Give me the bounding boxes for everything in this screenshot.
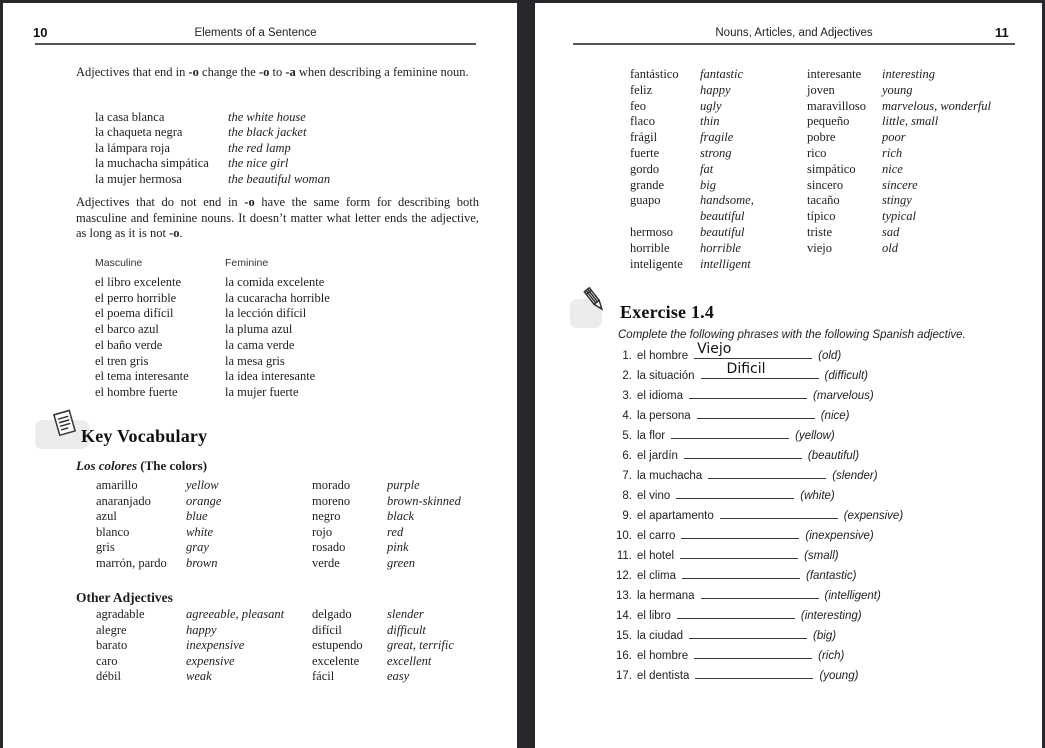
item-hint: (big) <box>813 630 837 642</box>
item-phrase: el hotel <box>637 550 675 562</box>
item-number: 6. <box>622 450 632 462</box>
exercise-item <box>610 407 1030 427</box>
masculine-cell: el poema difícil <box>95 306 174 321</box>
item-hint: (yellow) <box>795 430 835 442</box>
exercise-item <box>610 567 1030 587</box>
item-hint: (difficult) <box>824 370 868 382</box>
colors-heading <box>76 458 207 474</box>
feminine-cell: la lección difícil <box>225 306 307 321</box>
example-english: the red lamp <box>228 140 291 155</box>
item-phrase: el jardín <box>637 450 678 462</box>
paragraph-segment: -a <box>285 65 296 79</box>
vocab-english: red <box>387 524 404 539</box>
vocab-english: easy <box>387 669 410 683</box>
vocab-spanish: rojo <box>312 524 333 539</box>
vocab-spanish: anaranjado <box>96 493 151 508</box>
vocab-spanish: sincero <box>807 177 844 192</box>
vocab-spanish: joven <box>807 82 835 97</box>
exercise-item <box>610 527 1030 547</box>
vocab-spanish: simpático <box>807 161 856 176</box>
answer-blank[interactable] <box>689 387 807 399</box>
page-number-right: 11 <box>995 25 1009 40</box>
item-hint: (beautiful) <box>807 450 860 462</box>
exercise-item <box>610 341 1030 367</box>
vocab-spanish: fantástico <box>630 67 679 81</box>
answer-blank[interactable] <box>701 587 819 599</box>
vocab-english: sincere <box>882 177 918 192</box>
second-paragraph <box>76 195 479 242</box>
vocab-spanish: inteligente <box>630 256 683 271</box>
vocab-spanish: agradable <box>96 607 145 621</box>
vocab-english: agreeable, pleasant <box>186 607 285 621</box>
exercise-item <box>610 647 1030 667</box>
item-number: 1. <box>622 350 632 362</box>
vocab-spanish: típico <box>807 209 836 224</box>
item-hint: (nice) <box>820 410 850 422</box>
vocab-english: little, small <box>882 114 939 129</box>
feminine-cell: la idea interesante <box>225 369 316 384</box>
item-number: 8. <box>622 490 632 502</box>
vocab-english: sad <box>882 224 900 239</box>
item-phrase: la ciudad <box>637 630 684 642</box>
vocab-spanish: blanco <box>96 524 130 539</box>
vocab-english <box>882 257 991 273</box>
vocab-english: horrible <box>700 240 741 255</box>
exercise-item-list <box>610 341 1030 687</box>
other-adjectives-heading: Other Adjectives <box>76 590 173 605</box>
item-hint: (young) <box>819 670 859 682</box>
example-spanish: la casa blanca <box>95 110 165 124</box>
exercise-item <box>610 387 1030 407</box>
item-phrase: el clima <box>637 570 676 582</box>
right-page <box>535 3 1042 748</box>
feminine-cell: la mujer fuerte <box>225 384 299 399</box>
vocab-english: ugly <box>700 98 722 113</box>
vocab-english: beautiful <box>700 209 745 224</box>
feminine-cell: la pluma azul <box>225 322 293 337</box>
vocab-english: fantastic <box>700 67 744 81</box>
vocab-spanish: flaco <box>630 114 655 129</box>
answer-blank[interactable] <box>694 647 812 659</box>
paragraph-segment: . <box>179 226 183 240</box>
example-spanish: la chaqueta negra <box>95 125 183 140</box>
colors-heading-spanish: Los colores <box>76 458 138 473</box>
vocab-english: white <box>186 524 214 539</box>
masculine-header: Masculine <box>95 257 143 269</box>
vocab-spanish: interesante <box>807 67 862 81</box>
vocab-spanish: estupendo <box>312 638 363 652</box>
vocab-spanish: grande <box>630 177 665 192</box>
item-hint: (rich) <box>818 650 845 662</box>
vocab-english: yellow <box>186 478 219 492</box>
paragraph-segment: have the same form for describing both masculine and feminine nouns. It doesn’t matter what letter ends the adjective, as long as it is not <box>76 195 479 240</box>
vocab-english: expensive <box>186 653 235 668</box>
vocab-spanish: caro <box>96 653 118 668</box>
vocab-english: handsome, <box>700 193 754 208</box>
exercise-item <box>610 427 1030 447</box>
paragraph-segment: -o <box>244 195 255 209</box>
vocab-english: weak <box>186 669 212 683</box>
vocab-spanish: rosado <box>312 540 346 554</box>
item-hint: (inexpensive) <box>805 530 874 542</box>
answer-input[interactable]: Dificil <box>726 361 766 377</box>
vocab-spanish: negro <box>312 509 341 523</box>
item-phrase: el apartamento <box>637 510 714 522</box>
vocab-spanish: marrón, pardo <box>96 555 167 570</box>
example-english: the beautiful woman <box>228 171 331 186</box>
item-number: 10. <box>616 530 632 542</box>
vocab-spanish: morado <box>312 478 351 492</box>
vocab-spanish: triste <box>807 224 832 239</box>
answer-blank[interactable] <box>682 567 800 579</box>
masculine-cell: el hombre fuerte <box>95 384 178 399</box>
paragraph-segment: when describing a feminine noun. <box>295 65 469 79</box>
other-adjectives-table <box>96 607 454 685</box>
item-number: 3. <box>622 390 632 402</box>
vocab-spanish: moreno <box>312 493 351 508</box>
exercise-title: Exercise 1.4 <box>620 302 715 322</box>
vocab-english: intelligent <box>700 256 751 271</box>
header-rule-right <box>573 43 1015 45</box>
feminine-cell: la cucaracha horrible <box>225 290 330 305</box>
exercise-item <box>610 487 1030 507</box>
vocab-spanish: tacaño <box>807 193 840 208</box>
vocab-english: gray <box>186 540 209 554</box>
item-phrase: el dentista <box>637 670 690 682</box>
vocab-english: strong <box>700 145 732 160</box>
answer-blank[interactable] <box>701 361 819 379</box>
item-phrase: la flor <box>637 430 666 442</box>
item-phrase: el hombre <box>637 650 689 662</box>
feminine-examples-list <box>95 110 330 187</box>
item-phrase: la situación <box>637 370 695 382</box>
item-hint: (white) <box>800 490 835 502</box>
exercise-item <box>610 587 1030 607</box>
item-number: 9. <box>622 510 632 522</box>
vocab-spanish: viejo <box>807 240 832 255</box>
vocab-spanish: alegre <box>96 622 127 637</box>
vocab-spanish: fácil <box>312 669 335 683</box>
vocab-spanish: fuerte <box>630 145 660 160</box>
item-number: 4. <box>622 410 632 422</box>
masculine-cell: el baño verde <box>95 337 163 352</box>
exercise-item <box>610 507 1030 527</box>
vocab-english: blue <box>186 509 208 523</box>
vocab-english: orange <box>186 493 222 508</box>
item-number: 17. <box>616 670 632 682</box>
item-phrase: el libro <box>637 610 671 622</box>
answer-blank[interactable] <box>708 467 826 479</box>
vocab-english: brown <box>186 555 218 570</box>
vocab-spanish: excelente <box>312 653 360 668</box>
example-english: the nice girl <box>228 156 289 171</box>
vocab-spanish: amarillo <box>96 478 138 492</box>
answer-blank[interactable] <box>677 607 795 619</box>
notepad-icon <box>47 406 81 440</box>
vocab-english: black <box>387 509 415 523</box>
gender-table-headers <box>95 257 268 269</box>
example-spanish: la lámpara roja <box>95 140 170 155</box>
vocab-spanish: débil <box>96 669 121 683</box>
vocab-spanish: hermoso <box>630 224 674 239</box>
vocab-spanish: feliz <box>630 82 653 97</box>
item-hint: (interesting) <box>800 610 862 622</box>
item-phrase: la hermana <box>637 590 695 602</box>
intro-paragraph <box>76 65 479 81</box>
item-phrase: el hombre <box>637 350 689 362</box>
item-hint: (fantastic) <box>805 570 857 582</box>
vocab-spanish: pequeño <box>807 114 850 129</box>
vocab-english: thin <box>700 114 720 129</box>
answer-input[interactable]: Viejo <box>697 341 732 357</box>
vocab-english: young <box>882 82 913 97</box>
vocab-spanish: rico <box>807 145 827 160</box>
item-number: 2. <box>622 370 632 382</box>
example-english: the black jacket <box>228 125 307 140</box>
key-vocabulary-title: Key Vocabulary <box>81 426 208 446</box>
vocab-spanish <box>630 209 700 225</box>
vocab-spanish: gordo <box>630 161 660 176</box>
vocab-english: interesting <box>882 67 936 81</box>
example-spanish: la muchacha simpática <box>95 156 209 171</box>
exercise-item <box>610 467 1030 487</box>
vocab-english: nice <box>882 161 903 176</box>
vocab-english: inexpensive <box>186 638 245 652</box>
vocab-english: marvelous, wonderful <box>882 98 992 113</box>
vocab-english: old <box>882 240 898 255</box>
exercise-item <box>610 361 1030 387</box>
answer-blank[interactable] <box>695 667 813 679</box>
vocab-english: difficult <box>387 622 426 637</box>
vocab-english: typical <box>882 209 917 224</box>
adjective-vocab-table <box>630 67 991 272</box>
vocab-english: pink <box>387 540 409 554</box>
vocab-spanish: frágil <box>630 130 658 145</box>
item-number: 12. <box>616 570 632 582</box>
answer-blank[interactable] <box>720 507 838 519</box>
running-head-right: Nouns, Articles, and Adjectives <box>715 27 873 39</box>
item-phrase: la persona <box>637 410 691 422</box>
paragraph-segment: Adjectives that end in <box>76 65 189 79</box>
masculine-cell: el perro horrible <box>95 290 177 305</box>
colors-heading-english: (The colors) <box>137 458 208 473</box>
vocab-english: slender <box>387 607 424 621</box>
masculine-cell: el libro excelente <box>95 275 182 289</box>
vocab-spanish: difícil <box>312 622 342 637</box>
paragraph-segment: -o <box>169 226 180 240</box>
item-hint: (small) <box>804 550 839 562</box>
running-head-left: Elements of a Sentence <box>194 27 317 39</box>
paragraph-segment: -o <box>188 65 199 79</box>
vocab-english: happy <box>700 82 731 97</box>
paragraph-segment: change the <box>198 65 259 79</box>
answer-blank[interactable] <box>671 427 789 439</box>
answer-blank[interactable] <box>689 627 807 639</box>
left-page <box>3 3 517 748</box>
vocab-spanish: feo <box>630 98 646 113</box>
gender-table <box>95 275 330 401</box>
exercise-instruction: Complete the following phrases with the following Spanish adjective. <box>618 329 966 341</box>
answer-blank[interactable] <box>684 447 802 459</box>
item-number: 14. <box>616 610 632 622</box>
exercise-item <box>610 447 1030 467</box>
vocab-spanish: gris <box>96 540 115 554</box>
item-phrase: el idioma <box>637 390 684 402</box>
item-phrase: la muchacha <box>637 470 703 482</box>
vocab-english: excellent <box>387 653 432 668</box>
vocab-english: rich <box>882 145 903 160</box>
answer-blank[interactable] <box>676 487 794 499</box>
answer-blank[interactable] <box>694 341 812 359</box>
vocab-english: great, terrific <box>387 638 454 652</box>
vocab-spanish: maravilloso <box>807 98 867 113</box>
exercise-item <box>610 547 1030 567</box>
item-number: 7. <box>622 470 632 482</box>
vocab-english: big <box>700 177 716 192</box>
vocab-spanish: horrible <box>630 240 670 255</box>
item-hint: (marvelous) <box>813 390 874 402</box>
item-hint: (old) <box>818 350 842 362</box>
example-english: the white house <box>228 110 306 124</box>
vocab-english: happy <box>186 622 217 637</box>
vocab-spanish: delgado <box>312 607 352 621</box>
colors-vocab-table <box>96 478 461 571</box>
item-hint: (slender) <box>832 470 878 482</box>
feminine-cell: la cama verde <box>225 337 295 352</box>
item-number: 13. <box>616 590 632 602</box>
vocab-english: fat <box>700 161 714 176</box>
item-number: 16. <box>616 650 632 662</box>
paragraph-segment: -o <box>258 65 270 79</box>
feminine-cell: la mesa gris <box>225 353 285 368</box>
vocab-english: stingy <box>882 193 912 208</box>
item-number: 15. <box>616 630 632 642</box>
item-number: 5. <box>622 430 632 442</box>
item-phrase: el carro <box>637 530 676 542</box>
vocab-english: fragile <box>700 130 734 145</box>
page-number-left: 10 <box>33 25 48 40</box>
answer-blank[interactable] <box>681 527 799 539</box>
vocab-spanish: azul <box>96 509 117 523</box>
vocab-spanish <box>807 257 882 273</box>
feminine-header: Feminine <box>225 257 269 269</box>
exercise-item <box>610 607 1030 627</box>
vocab-spanish: pobre <box>807 130 836 145</box>
masculine-cell: el tema interesante <box>95 369 189 384</box>
masculine-cell: el barco azul <box>95 322 159 337</box>
masculine-cell: el tren gris <box>95 353 149 368</box>
feminine-cell: la comida excelente <box>225 275 325 289</box>
exercise-item <box>610 627 1030 647</box>
vocab-english: brown-skinned <box>387 493 461 508</box>
item-hint: (expensive) <box>843 510 904 522</box>
answer-blank[interactable] <box>697 407 815 419</box>
example-spanish: la mujer hermosa <box>95 171 182 186</box>
answer-blank[interactable] <box>680 547 798 559</box>
pencil-icon <box>577 282 611 316</box>
vocab-spanish: verde <box>312 555 340 570</box>
vocab-english: purple <box>387 478 420 492</box>
paragraph-segment: Adjectives that do not end in <box>76 195 245 209</box>
vocab-english: green <box>387 555 415 570</box>
vocab-english: beautiful <box>700 224 745 239</box>
item-phrase: el vino <box>637 490 671 502</box>
paragraph-segment: to <box>269 65 286 79</box>
exercise-item <box>610 667 1030 687</box>
header-rule-left <box>35 43 476 45</box>
vocab-spanish: barato <box>96 638 128 652</box>
item-hint: (intelligent) <box>824 590 881 602</box>
vocab-english: poor <box>882 130 906 145</box>
vocab-spanish: guapo <box>630 193 661 208</box>
item-number: 11. <box>616 550 632 562</box>
